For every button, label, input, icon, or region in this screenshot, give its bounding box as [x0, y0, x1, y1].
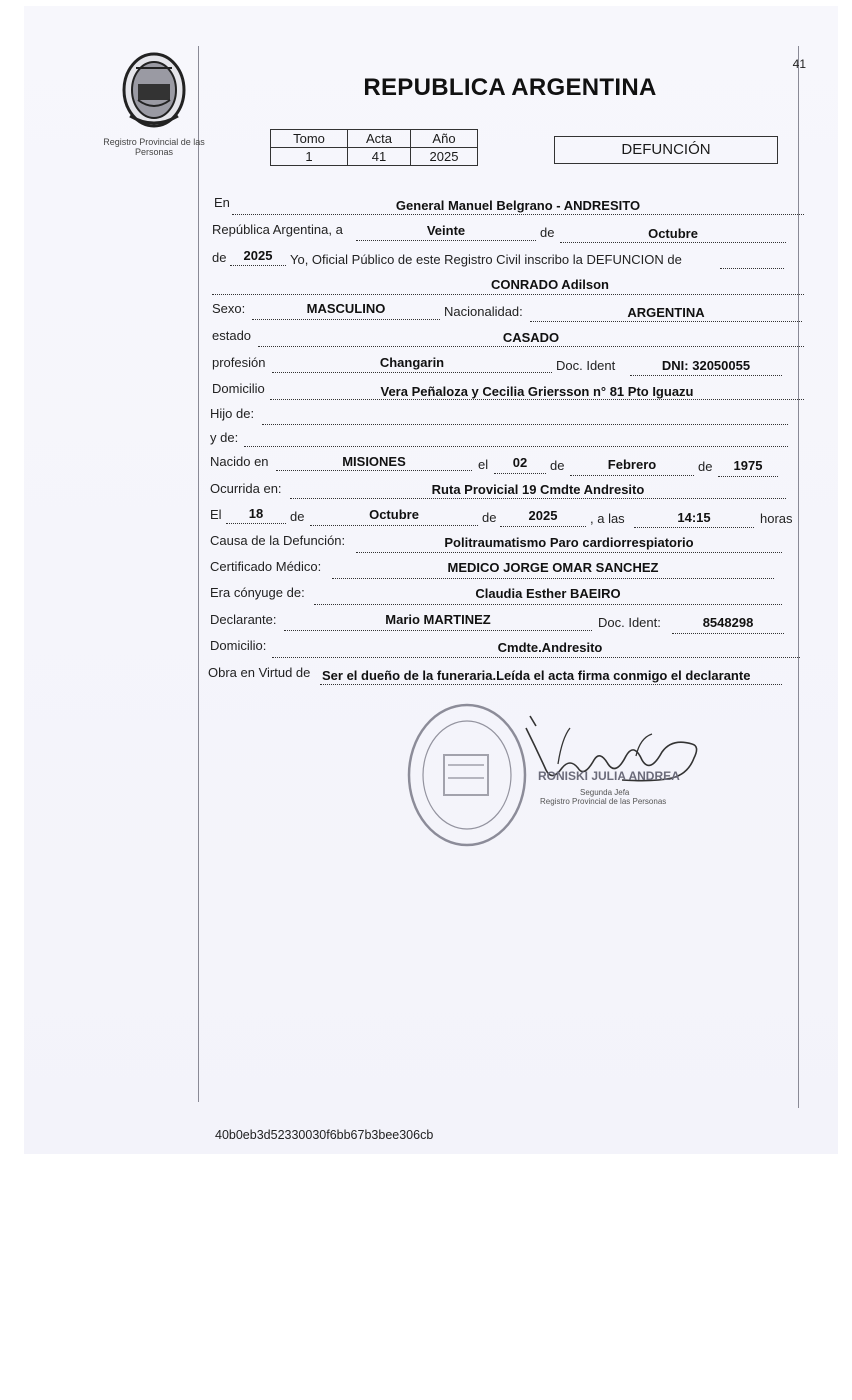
domicilio-value: Vera Peñaloza y Cecilia Griersson n° 81 Pto Iguazu [380, 384, 694, 399]
yde-line [244, 446, 788, 447]
nac-anio-line [718, 476, 778, 477]
conyuge-value: Claudia Esther BAEIRO [475, 586, 621, 601]
doc-ident-label: Doc. Ident [556, 358, 616, 373]
anio-line [230, 265, 286, 266]
sexo-line [252, 319, 440, 320]
mes-value: Octubre [648, 226, 698, 241]
signatory-role: Segunda Jefa [580, 788, 630, 797]
doc-ident-value: DNI: 32050055 [661, 358, 751, 373]
el-label: el [478, 457, 489, 472]
ocurrida-line [290, 498, 786, 499]
nac-anio-value: 1975 [733, 458, 763, 473]
table-header-tomo: Tomo [271, 130, 348, 148]
nac-mes-line [570, 475, 694, 476]
document-title: REPUBLICA ARGENTINA [363, 74, 657, 101]
decl-domicilio-line [272, 657, 800, 658]
decl-domicilio-label: Domicilio: [210, 638, 267, 653]
def-dia-value: 18 [248, 506, 264, 521]
hijo-line [262, 424, 788, 425]
nac-mes-value: Febrero [607, 457, 657, 472]
causa-value: Politraumatismo Paro cardiorrespiatorio [444, 535, 694, 550]
conyuge-label: Era cónyuge de: [210, 585, 305, 600]
profesion-line [272, 372, 552, 373]
obra-label: Obra en Virtud de [208, 665, 311, 680]
record-table [270, 129, 478, 166]
hijo-label: Hijo de: [210, 406, 255, 421]
table-cell-tomo: 1 [271, 148, 348, 166]
nacionalidad-label: Nacionalidad: [444, 304, 523, 319]
table-cell-anio: 2025 [411, 148, 478, 166]
sexo-label: Sexo: [212, 301, 246, 316]
registry-caption: Registro Provincial de las Personas [103, 137, 205, 157]
left-margin-line [198, 46, 199, 1102]
ocurrida-value: Ruta Provicial 19 Cmdte Andresito [431, 482, 645, 497]
table-header-acta: Acta [348, 130, 411, 148]
nac-dia-value: 02 [512, 455, 528, 470]
de-label-4: de [698, 459, 713, 474]
en-value: General Manuel Belgrano - ANDRESITO [395, 198, 641, 213]
profesion-value: Changarin [379, 355, 445, 370]
nacionalidad-line [530, 321, 802, 322]
signatory-name: RONISKI JULIA ANDREA [538, 769, 680, 783]
document-sheet [24, 6, 838, 1154]
anio-value: 2025 [243, 248, 273, 263]
ocurrida-label: Ocurrida en: [210, 481, 282, 496]
table-header-anio: Año [411, 130, 478, 148]
declarante-value: Mario MARTINEZ [385, 612, 491, 627]
de-label-2: de [212, 250, 227, 265]
causa-line [356, 552, 782, 553]
republica-label: República Argentina, a [212, 222, 343, 237]
official-stamp [404, 700, 530, 850]
nacido-label: Nacido en [210, 454, 269, 469]
obra-value: Ser el dueño de la funeraria.Leída el acta firma conmigo el declarante [322, 668, 751, 683]
def-mes-value: Octubre [369, 507, 419, 522]
decl-doc-label: Doc. Ident: [598, 615, 661, 630]
nombre-line [212, 294, 804, 295]
dia-value: Veinte [426, 223, 466, 238]
signatory-office: Registro Provincial de las Personas [540, 797, 667, 806]
decl-doc-value: 8548298 [702, 615, 754, 630]
table-cell-acta: 41 [348, 148, 411, 166]
conyuge-line [314, 604, 782, 605]
decl-domicilio-value: Cmdte.Andresito [497, 640, 603, 655]
nacionalidad-value: ARGENTINA [627, 305, 705, 320]
def-mes-line [310, 525, 478, 526]
estado-label: estado [212, 328, 252, 343]
nombre-value: CONRADO Adilson [491, 277, 609, 292]
profesion-label: profesión [212, 355, 266, 370]
de-label-5: de [290, 509, 305, 524]
nac-dia-line [494, 473, 546, 474]
de-label-1: de [540, 225, 555, 240]
declarante-label: Declarante: [210, 612, 277, 627]
causa-label: Causa de la Defunción: [210, 533, 346, 548]
horas-label: horas [760, 511, 793, 526]
doc-ident-line [630, 375, 782, 376]
certificado-line [332, 578, 774, 579]
estado-value: CASADO [502, 330, 560, 345]
mes-line [560, 242, 786, 243]
def-anio-value: 2025 [528, 508, 558, 523]
hora-value: 14:15 [677, 510, 711, 525]
hora-line [634, 527, 754, 528]
sexo-value: MASCULINO [306, 301, 386, 316]
domicilio-line [270, 399, 804, 400]
page-number: 41 [792, 57, 806, 71]
de-label-3: de [550, 458, 565, 473]
obra-line [320, 684, 782, 685]
de-label-6: de [482, 510, 497, 525]
def-dia-line [226, 523, 286, 524]
domicilio-label: Domicilio [212, 381, 265, 396]
en-label: En [214, 195, 230, 210]
yde-label: y de: [210, 430, 239, 445]
declarante-line [284, 630, 592, 631]
nacido-line [276, 470, 472, 471]
en-line [232, 214, 804, 215]
oficial-tail-line [720, 268, 784, 269]
certificado-label: Certificado Médico: [210, 559, 322, 574]
oficial-text: Yo, Oficial Público de este Registro Civil inscribo la DEFUNCION de [290, 252, 682, 267]
alas-label: , a las [590, 511, 625, 526]
record-type-box: DEFUNCIÓN [554, 136, 778, 164]
nacido-value: MISIONES [342, 454, 406, 469]
el-label-2: El [210, 507, 222, 522]
decl-doc-line [672, 633, 784, 634]
dia-line [356, 240, 536, 241]
document-hash: 40b0eb3d52330030f6bb67b3bee306cb [215, 1128, 434, 1142]
estado-line [258, 346, 804, 347]
certificado-value: MEDICO JORGE OMAR SANCHEZ [447, 560, 659, 575]
def-anio-line [500, 526, 586, 527]
province-seal-logo [108, 50, 200, 134]
